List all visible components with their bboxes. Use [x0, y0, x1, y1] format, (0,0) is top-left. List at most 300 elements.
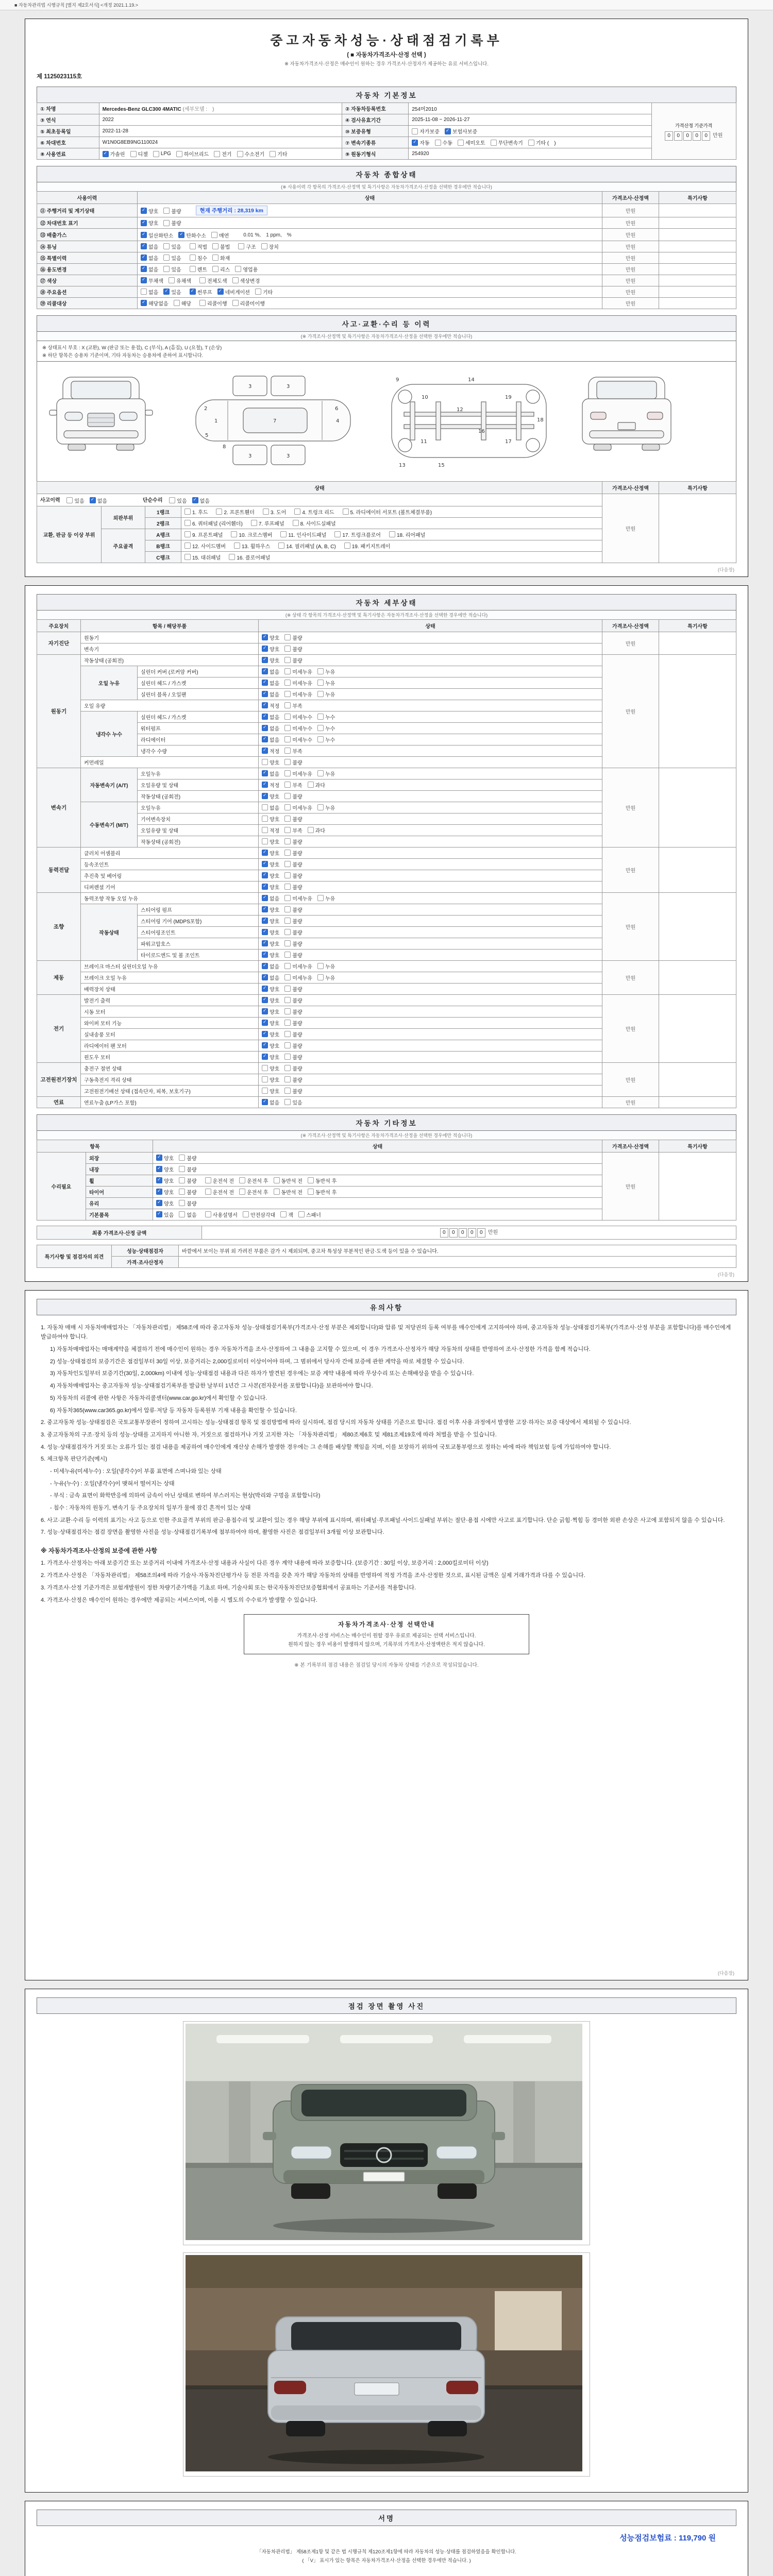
- unchecked-checkbox-icon: [284, 884, 291, 890]
- checkbox-label: 보험사보증: [452, 129, 478, 135]
- checked-checkbox-icon: [262, 872, 268, 878]
- checkbox-group: [141, 219, 181, 227]
- checkbox-option: [284, 928, 302, 936]
- checkbox-option: [308, 1188, 337, 1196]
- checkbox-label: 불량: [187, 1178, 197, 1184]
- checkbox-label: 스패너: [306, 1212, 321, 1218]
- checked-checkbox-icon: [262, 974, 268, 980]
- checkbox-label: 불량: [292, 1032, 303, 1038]
- unchecked-checkbox-icon: [284, 1020, 291, 1026]
- price-cell: 만원: [602, 654, 659, 768]
- checkbox-option: [231, 531, 272, 538]
- checkbox-option: [284, 996, 302, 1004]
- row-status: [153, 1175, 602, 1186]
- checked-checkbox-icon: [262, 691, 268, 697]
- item-label: 타이로드엔드 및 볼 조인트: [138, 949, 259, 960]
- unchecked-checkbox-icon: [284, 646, 291, 652]
- unchecked-checkbox-icon: [179, 1155, 185, 1161]
- price-cell: 만원: [602, 632, 659, 654]
- table-row: [37, 204, 736, 217]
- price-cell: 만원: [602, 892, 659, 960]
- table-row: [37, 286, 736, 297]
- price-cell: 만원: [602, 252, 659, 263]
- checkbox-option: [284, 724, 312, 732]
- checkbox-group: [190, 243, 230, 250]
- unchecked-checkbox-icon: [262, 759, 268, 765]
- checkbox-label: 없음: [97, 498, 108, 504]
- checkbox-group: [184, 542, 226, 550]
- checkbox-option: [141, 207, 158, 215]
- checkbox-option: [284, 804, 312, 811]
- checkbox-label: 영업용: [243, 267, 258, 273]
- unchecked-checkbox-icon: [284, 680, 291, 686]
- svg-text:7: 7: [273, 418, 277, 424]
- checkbox-group: [141, 243, 181, 250]
- notice-item: - 미세누유(미세누수) : 오일(냉각수)이 부품 표면에 스며나와 있는 상태: [50, 1468, 222, 1475]
- transmission-type: [409, 137, 651, 148]
- checkbox-label: 운전석 전: [212, 1178, 234, 1184]
- checkbox-label: 양호: [270, 1032, 280, 1038]
- checked-checkbox-icon: [262, 850, 268, 856]
- note-cell: [659, 960, 736, 994]
- checkbox-group: [280, 531, 326, 538]
- checkbox-option: [262, 962, 279, 970]
- notice-item: 1. 자동차 매매 시 자동차매매업자는 「자동차관리법」 제58조에 따라 중고자동차 성능·상태점검기록부(가격조사·산정 부분은 제외합니다)와 압류 및 저당권의 등록 여부를 매수인에게 고지하여야 하며, 중고자동차 성능·상태점검기록부(가격조사·산정 부분을 포함합니다)를 매수인에게 발급하여야 합니다.: [41, 1324, 731, 1341]
- col-usage-history: 사용이력: [37, 192, 138, 204]
- table-row: [37, 229, 736, 241]
- row-label: ⑮ 특별이력: [37, 252, 138, 263]
- checkbox-label: 누수: [325, 726, 335, 732]
- unchecked-checkbox-icon: [284, 918, 291, 924]
- car-name: Mercedes-Benz GLC300 4MATIC: [102, 107, 181, 112]
- checkbox-label: 양호: [270, 1021, 280, 1027]
- checkbox-label: 있음: [292, 1100, 303, 1106]
- checkbox-group: [412, 127, 477, 135]
- item-label: 충전구 절연 상태: [81, 1062, 259, 1074]
- checkbox-option: [190, 254, 207, 262]
- checkbox-group: [262, 679, 335, 687]
- checkbox-label: 불량: [292, 953, 303, 959]
- checkbox-label: 없음: [270, 692, 280, 698]
- svg-text:19: 19: [505, 394, 512, 400]
- note-cell: [659, 892, 736, 960]
- checkbox-option: [178, 231, 206, 239]
- panel-signature: [25, 2501, 748, 2576]
- unchecked-checkbox-icon: [298, 1211, 305, 1217]
- checked-checkbox-icon: [262, 895, 268, 901]
- checked-checkbox-icon: [141, 232, 147, 238]
- checkbox-label: 구조: [246, 244, 256, 250]
- repair-needed-label: 수리필요: [37, 1152, 86, 1220]
- digit-box: 0: [665, 131, 673, 141]
- unchecked-checkbox-icon: [199, 277, 206, 283]
- checkbox-option: [491, 139, 523, 146]
- checkbox-option: [262, 838, 279, 845]
- checkbox-option: [284, 645, 302, 653]
- checkbox-option: [199, 299, 227, 307]
- checkbox-group: [293, 519, 336, 527]
- checked-checkbox-icon: [178, 232, 184, 238]
- unchecked-checkbox-icon: [284, 748, 291, 754]
- item-label: 변속기: [81, 643, 259, 654]
- item-label: 유리: [86, 1197, 153, 1209]
- checkbox-label: 불량: [292, 885, 303, 891]
- checkbox-option: [205, 1211, 238, 1218]
- checkbox-option: [184, 542, 226, 550]
- col-price: 가격조사·산정액: [602, 1140, 659, 1152]
- table-header-row: [37, 619, 736, 632]
- row-status: [259, 836, 602, 847]
- checkbox-label: 안전삼각대: [250, 1212, 276, 1218]
- checkbox-option: [262, 758, 279, 766]
- checkbox-label: 2. 프론트휀더: [224, 510, 255, 516]
- sub-label: 자동변속기 (A/T): [81, 768, 138, 802]
- note-cell: [659, 994, 736, 1062]
- unchecked-checkbox-icon: [317, 963, 324, 969]
- row-status: [259, 756, 602, 768]
- unchecked-checkbox-icon: [176, 151, 182, 157]
- notice-item: 3) 자동차인도일부터 보증기간(30일, 2,000km) 이내에 성능·상태점검 내용과 다른 하자가 발견된 경우에는 보증 계약 내용에 따라 무상수리 또는 손해배상을 받을 수 있습니다.: [50, 1370, 474, 1377]
- checked-checkbox-icon: [262, 782, 268, 788]
- checkbox-group: [251, 519, 284, 527]
- checkbox-option: [284, 849, 302, 857]
- checkbox-group: [262, 747, 303, 755]
- car-name-label: ① 차명: [37, 103, 99, 114]
- checkbox-option: [262, 1064, 279, 1072]
- checkbox-group: [156, 1188, 197, 1196]
- price-appraisal-select-box: [244, 1614, 529, 1654]
- checked-checkbox-icon: [262, 1054, 268, 1060]
- checked-checkbox-icon: [262, 634, 268, 640]
- inspector-role: 성능·상태점검자: [112, 1245, 179, 1256]
- checkbox-label: 있음: [171, 244, 181, 250]
- checkbox-option: [317, 974, 335, 981]
- unchecked-checkbox-icon: [284, 895, 291, 901]
- checkbox-option: [163, 265, 181, 273]
- svg-text:11: 11: [421, 438, 427, 445]
- checked-checkbox-icon: [262, 748, 268, 754]
- unchecked-checkbox-icon: [284, 1065, 291, 1071]
- select-box-title: 자동차가격조사·산정 선택안내: [338, 1621, 435, 1629]
- row-status: [259, 700, 602, 711]
- checkbox-label: 누수: [325, 737, 335, 743]
- section-header-notice: 유의사항: [37, 1299, 736, 1315]
- checkbox-option: [192, 497, 210, 504]
- digit-box: 0: [693, 131, 701, 141]
- checkbox-label: 불량: [292, 794, 303, 800]
- checkbox-option: [262, 1098, 279, 1106]
- checkbox-option: [262, 1076, 279, 1083]
- checkbox-option: [190, 243, 207, 250]
- note-cell: [659, 768, 736, 847]
- row-status: [259, 734, 602, 745]
- simple-repair-status: [169, 498, 218, 503]
- checkbox-label: 가솔린: [110, 152, 125, 158]
- checked-checkbox-icon: [412, 140, 418, 146]
- device-label: 변속기: [37, 768, 81, 847]
- device-label: 자기진단: [37, 632, 81, 654]
- checkbox-option: [130, 150, 148, 158]
- panel-main-info: [25, 19, 748, 577]
- unchecked-checkbox-icon: [284, 782, 291, 788]
- unchecked-checkbox-icon: [163, 208, 170, 214]
- checkbox-option: [284, 634, 302, 641]
- checked-checkbox-icon: [262, 770, 268, 776]
- unchecked-checkbox-icon: [261, 243, 267, 249]
- row-label: ⑪ 주행거리 및 계기상태: [37, 204, 138, 217]
- item-label: 실린더 커버 (로커암 커버): [138, 666, 259, 677]
- checkbox-label: 해당: [181, 301, 191, 307]
- checkbox-label: 불법: [220, 244, 230, 250]
- note-cell: [659, 286, 736, 297]
- checkbox-label: 9. 프론트패널: [192, 532, 223, 538]
- digit-box: 0: [459, 1228, 467, 1238]
- checkbox-label: 미세누유: [292, 964, 312, 970]
- checkbox-group: [262, 1064, 303, 1072]
- row-label: ⑬ 배출가스: [37, 229, 138, 241]
- item-label: 휠: [86, 1175, 153, 1186]
- checkbox-label: 침수: [197, 256, 207, 262]
- appraiser-role: 가격·조사산정자: [112, 1256, 179, 1267]
- inspection-photo-front: [183, 2021, 590, 2245]
- checkbox-group: [262, 792, 303, 800]
- table-row: [37, 632, 736, 643]
- checkbox-label: 부족: [292, 703, 303, 709]
- checkbox-option: [163, 288, 181, 296]
- checkbox-label: 양호: [270, 839, 280, 845]
- checkbox-option: [262, 872, 279, 879]
- col-device: 주요장치: [37, 619, 81, 632]
- row-status: [153, 1152, 602, 1163]
- checkbox-label: 양호: [270, 885, 280, 891]
- row-status: [138, 241, 602, 252]
- car-underbody-view: [392, 384, 546, 457]
- svg-text:2: 2: [204, 405, 208, 412]
- col-price: 가격조사·산정액: [602, 481, 659, 494]
- note-cell: [659, 494, 736, 563]
- checkbox-label: 불량: [292, 941, 303, 947]
- unchecked-checkbox-icon: [199, 300, 206, 306]
- checkbox-option: [284, 1098, 302, 1106]
- item-label: 발전기 출력: [81, 994, 259, 1006]
- checkbox-label: 양호: [164, 1156, 174, 1162]
- unchecked-checkbox-icon: [262, 804, 268, 810]
- checkbox-label: 양호: [270, 907, 280, 913]
- checkbox-label: 누유: [325, 964, 335, 970]
- checkbox-group: [262, 906, 303, 913]
- svg-text:4: 4: [336, 418, 340, 424]
- col-item: 항목 / 해당부품: [81, 619, 259, 632]
- checkbox-label: 매연: [219, 233, 229, 239]
- checkbox-option: [317, 804, 335, 811]
- checkbox-label: 사용설명서: [212, 1212, 238, 1218]
- digit-box: 0: [683, 131, 692, 141]
- checkbox-group: [141, 207, 181, 215]
- table-row: [37, 126, 736, 137]
- document-subtitle: ( ■ 자동차가격조사·산정 선택 ): [347, 52, 426, 58]
- checkbox-option: [262, 690, 279, 698]
- section-header-comprehensive: 자동차 종합상태: [37, 166, 736, 182]
- row-label: ⑰ 색상: [37, 275, 138, 286]
- checkbox-label: 양호: [164, 1201, 174, 1207]
- checkbox-label: 불량: [292, 817, 303, 823]
- final-price-unit: 만원: [488, 1229, 498, 1235]
- rank-label: B랭크: [145, 540, 181, 551]
- accident-history-cell: [37, 494, 602, 506]
- unchecked-checkbox-icon: [205, 1189, 211, 1195]
- checkbox-label: 양호: [270, 1089, 280, 1095]
- checkbox-group: [262, 974, 335, 981]
- checkbox-label: 누유: [325, 771, 335, 777]
- rank-items: [181, 551, 602, 563]
- section-header-detail: 자동차 세부상태: [37, 594, 736, 610]
- svg-text:3: 3: [248, 453, 252, 459]
- document-subtitle-note: ※ 자동차가격조사·산정은 매수인이 원하는 경우 가격조사·산정자가 제공하는 유료 서비스입니다.: [284, 61, 489, 67]
- unchecked-checkbox-icon: [389, 531, 395, 537]
- checkbox-option: [334, 531, 381, 538]
- checkbox-option: [317, 713, 335, 721]
- checkbox-option: [262, 928, 279, 936]
- checked-checkbox-icon: [262, 906, 268, 912]
- checkbox-label: 탄화수소: [186, 233, 206, 239]
- note-cell: [659, 632, 736, 654]
- checked-checkbox-icon: [262, 1099, 268, 1105]
- table-row: [37, 1226, 736, 1239]
- car-front-view: [49, 377, 153, 450]
- checkbox-option: [293, 519, 336, 527]
- checked-checkbox-icon: [141, 220, 147, 226]
- checkbox-option: [270, 150, 287, 158]
- comprehensive-note: (※ 사용이력 각 항목의 가격조사·산정액 및 특기사항은 자동차가격조사·산정을 선택한 경우에만 적습니다): [37, 182, 736, 191]
- checkbox-label: 없음: [148, 244, 159, 250]
- unchecked-checkbox-icon: [262, 827, 268, 833]
- checkbox-label: 불량: [292, 851, 303, 857]
- detail-note: (※ 상태 각 항목의 가격조사·산정액 및 특기사항은 자동차가격조사·산정을 선택한 경우에만 적습니다): [37, 610, 736, 619]
- row-status: [259, 643, 602, 654]
- checkbox-group: [141, 277, 191, 284]
- checkbox-group: [231, 531, 272, 538]
- unchecked-checkbox-icon: [317, 691, 324, 697]
- checkbox-option: [169, 277, 191, 284]
- checkbox-label: 화재: [220, 256, 230, 262]
- checkbox-group: [262, 1053, 303, 1061]
- checkbox-label: 적정: [270, 828, 280, 834]
- item-label: 기어변속장치: [138, 813, 259, 824]
- col-note: 특기사항: [659, 481, 736, 494]
- checkbox-label: 양호: [270, 1009, 280, 1015]
- checkbox-label: 해당없음: [148, 301, 169, 307]
- checkbox-option: [169, 497, 187, 504]
- rank-label: C랭크: [145, 551, 181, 563]
- checkbox-group: [262, 1042, 303, 1049]
- rank-label: A랭크: [145, 529, 181, 540]
- unchecked-checkbox-icon: [284, 793, 291, 799]
- checkbox-option: [262, 792, 279, 800]
- checkbox-option: [174, 299, 191, 307]
- digit-box: 0: [449, 1228, 458, 1238]
- checkbox-group: [262, 634, 303, 641]
- note-cell: [659, 654, 736, 768]
- checkbox-label: 불량: [187, 1190, 197, 1196]
- checkbox-label: 없음: [270, 737, 280, 743]
- checkbox-label: 불량: [292, 1089, 303, 1095]
- checkbox-label: 불량: [292, 635, 303, 641]
- checkbox-label: 불량: [292, 1043, 303, 1049]
- checkbox-option: [284, 792, 302, 800]
- checkbox-group: [262, 1087, 303, 1095]
- table-row: [37, 1256, 736, 1267]
- checkbox-option: [199, 277, 227, 284]
- checkbox-label: 양호: [270, 987, 280, 993]
- checked-checkbox-icon: [141, 300, 147, 306]
- table-row: [37, 847, 736, 858]
- checkbox-option: [262, 1008, 279, 1015]
- checkbox-group: [184, 553, 221, 561]
- notice-item: 3. 중고자동차의 구조·장치 등의 성능·상태를 고지하지 아니한 자, 거짓으로 점검하거나 거짓 고지한 자는 「자동차관리법」 제80조제6호 및 제81조제19호에 따라 처벌을 받을 수 있습니다.: [41, 1431, 497, 1438]
- checkbox-label: 부족: [292, 749, 303, 755]
- checkbox-option: [284, 1008, 302, 1015]
- checkbox-option: [262, 702, 279, 709]
- checkbox-option: [445, 127, 477, 135]
- checkbox-label: 기타: [262, 290, 273, 296]
- accident-table: [37, 481, 736, 563]
- checkbox-group: [205, 1177, 337, 1184]
- note-cell: [659, 217, 736, 229]
- checkbox-group: [262, 962, 335, 970]
- checkbox-option: [216, 508, 254, 516]
- checkbox-label: 자가보증: [419, 129, 440, 135]
- unchecked-checkbox-icon: [528, 140, 534, 146]
- table-header-row: [37, 1140, 736, 1152]
- other-info-table: [37, 1140, 736, 1221]
- checkbox-label: 수소전기: [244, 152, 265, 158]
- checkbox-option: [262, 724, 279, 732]
- checkbox-group: [205, 1211, 321, 1218]
- svg-text:3: 3: [248, 383, 252, 389]
- checkbox-label: 리콜이행: [207, 301, 227, 307]
- checkbox-group: [262, 996, 303, 1004]
- item-label: 냉각수 수량: [138, 745, 259, 756]
- checkbox-group: [262, 770, 335, 777]
- svg-text:18: 18: [537, 417, 544, 423]
- checkbox-option: [179, 1199, 196, 1207]
- checkbox-label: 누유: [325, 692, 335, 698]
- notice-item: 3. 가격조사·산정 기준가격은 보험개발원이 정한 차량기준가액을 기초로 하며, 기술사회 또는 한국자동차진단보증협회에서 공표하는 기준서를 적용합니다.: [41, 1584, 416, 1591]
- unchecked-checkbox-icon: [317, 804, 324, 810]
- checkbox-label: 기타 ( ): [535, 141, 556, 146]
- checkbox-option: [344, 542, 391, 550]
- checkbox-label: 불량: [292, 658, 303, 664]
- basic-info-table: [37, 103, 736, 160]
- checkbox-label: 양호: [270, 851, 280, 857]
- checkbox-label: 불량: [292, 987, 303, 993]
- checkbox-option: [176, 150, 209, 158]
- checkbox-label: 양호: [270, 1043, 280, 1049]
- checkbox-group: [262, 1030, 303, 1038]
- unchecked-checkbox-icon: [163, 255, 170, 261]
- checkbox-group: [156, 1199, 197, 1207]
- checkbox-label: 양호: [270, 658, 280, 664]
- unchecked-checkbox-icon: [284, 1076, 291, 1082]
- unchecked-checkbox-icon: [270, 151, 276, 157]
- row-label: ⑫ 차대번호 표기: [37, 217, 138, 229]
- svg-text:10: 10: [422, 394, 428, 400]
- checkbox-option: [163, 207, 181, 215]
- unchecked-checkbox-icon: [179, 1200, 185, 1206]
- notice-item: - 부식 : 금속 표면이 화학반응에 의하여 금속이 아닌 상태로 변하여 부스러지는 현상(박리와 구멍을 포함합니다): [50, 1493, 321, 1499]
- item-label: 기본품목: [86, 1209, 153, 1220]
- svg-text:14: 14: [468, 377, 475, 383]
